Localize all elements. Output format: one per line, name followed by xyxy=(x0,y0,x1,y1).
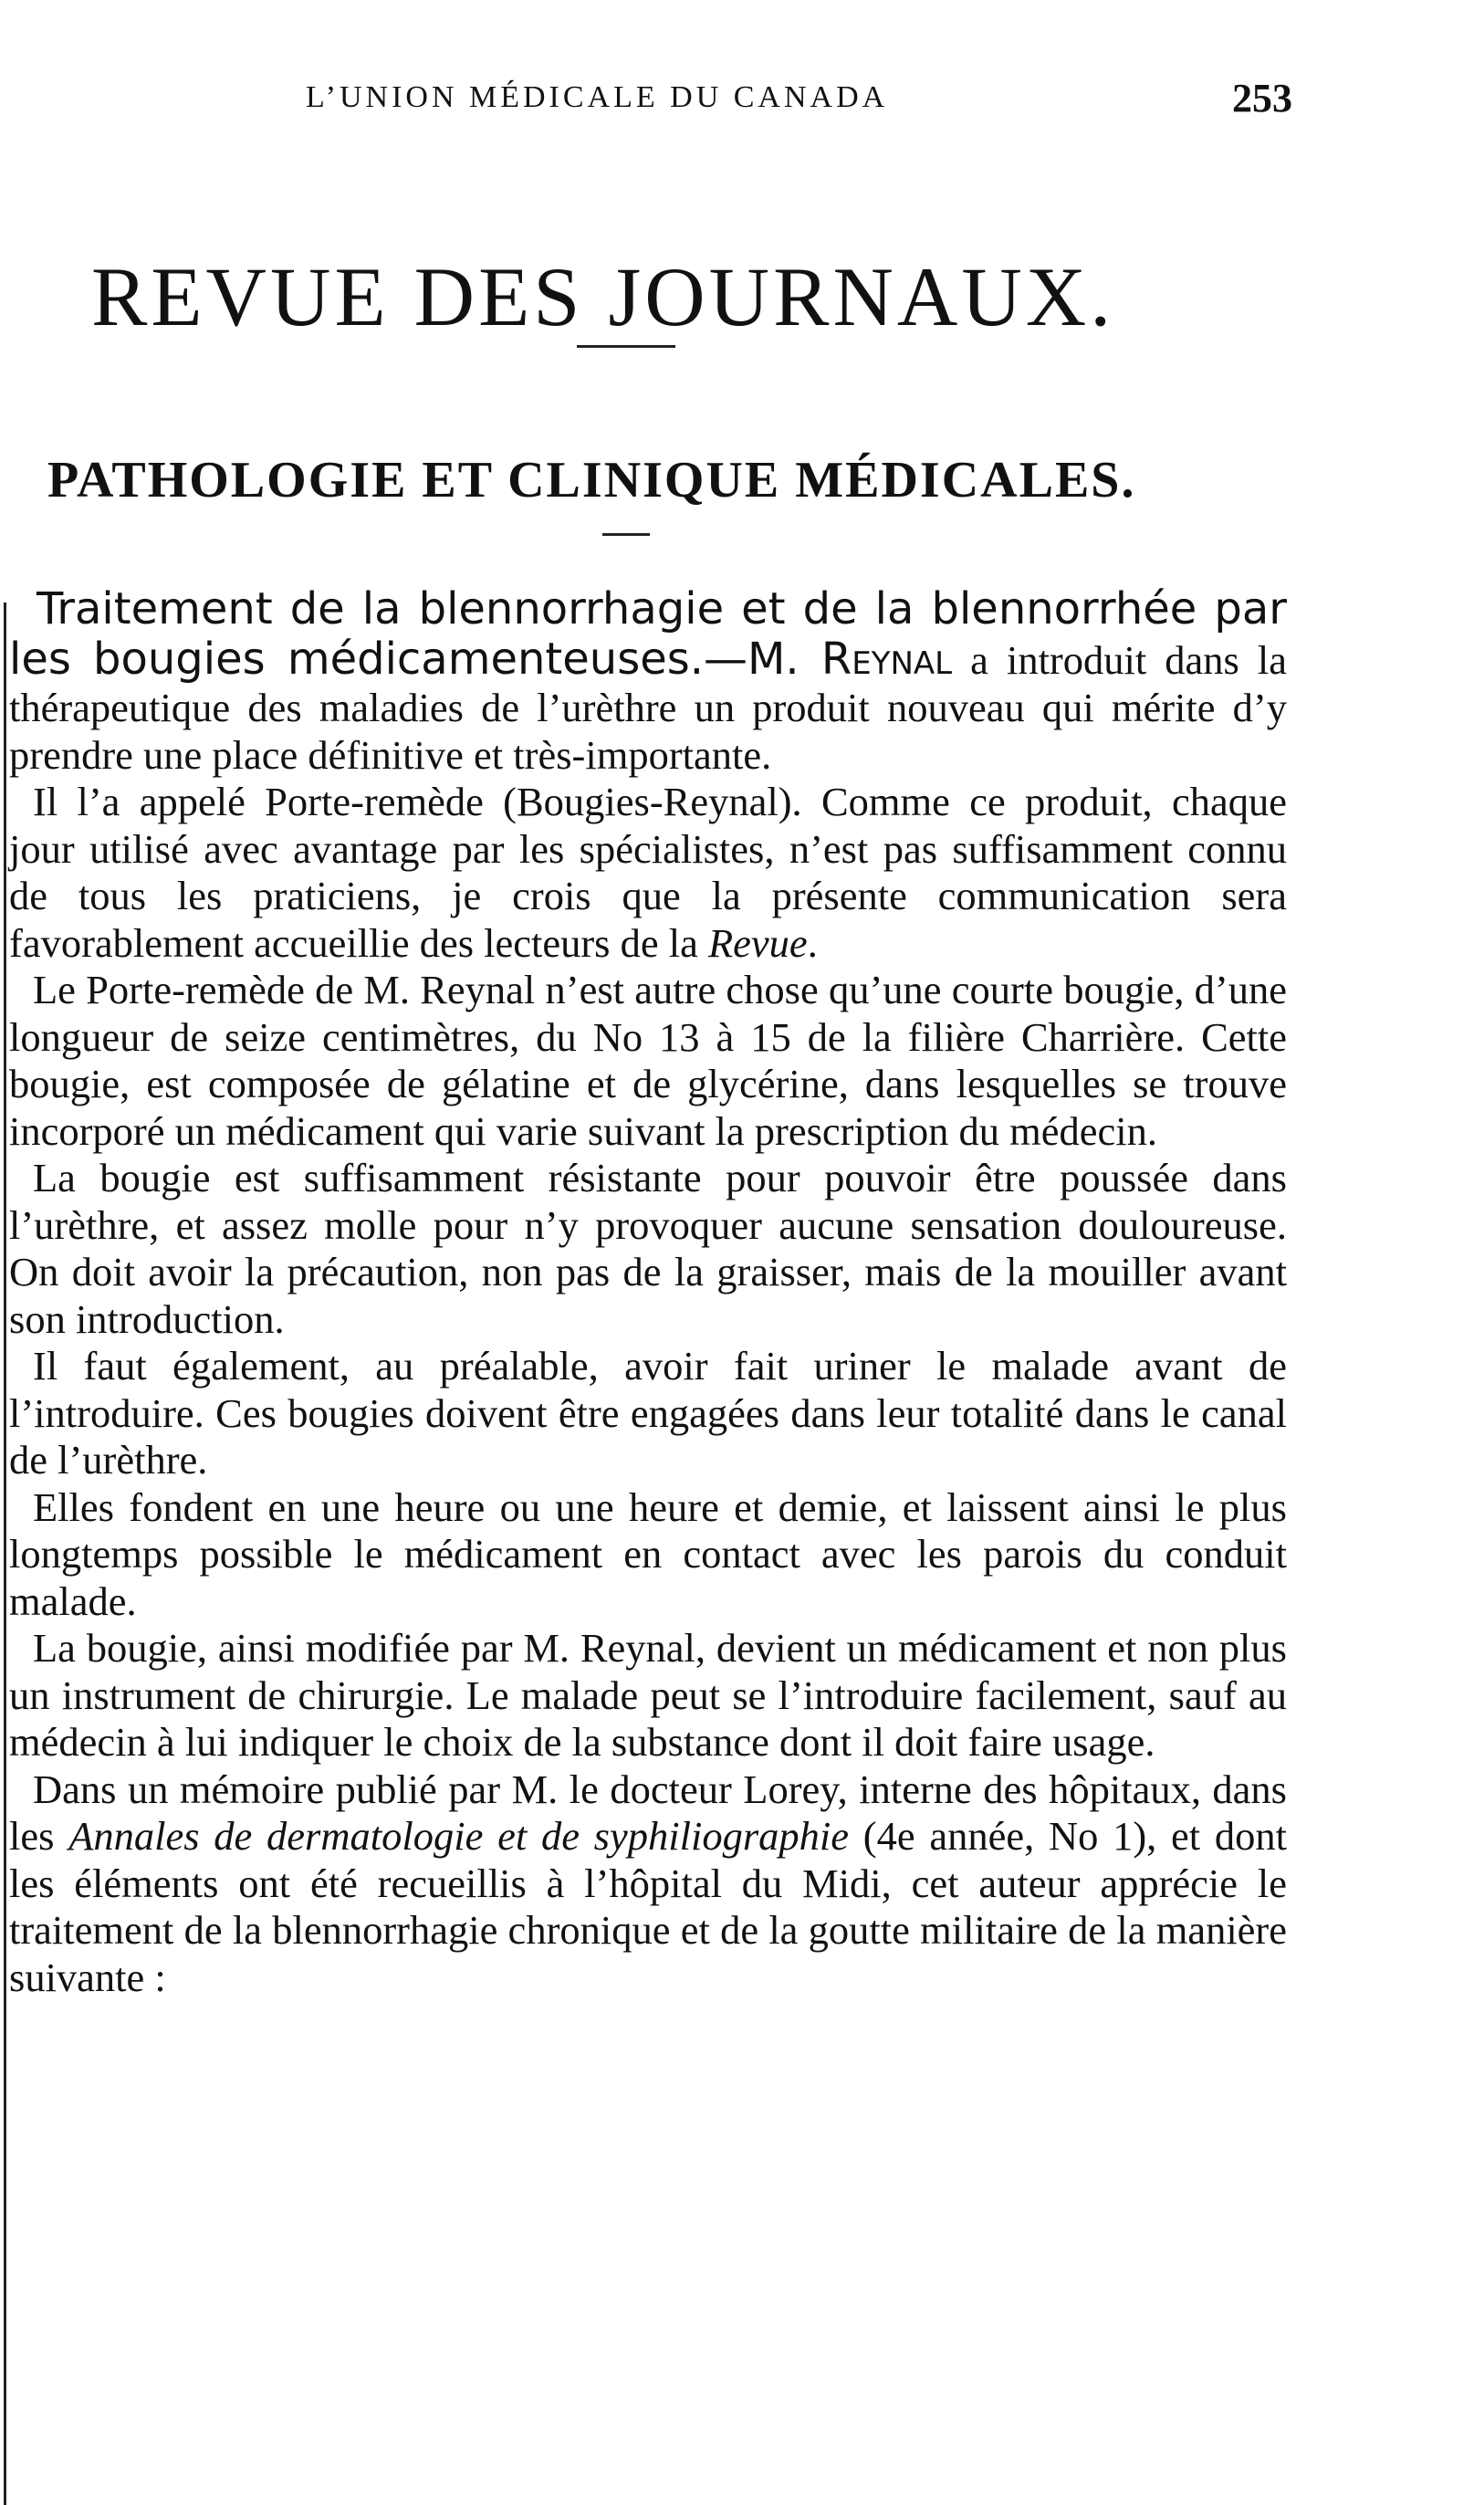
article-paragraph-8 xyxy=(9,1766,1287,2002)
running-header xyxy=(0,76,1484,135)
paragraph-2-text: Il l’a appelé Porte-remède (Bougies-Reynal). Comme ce produit, chaque jour utilisé avec avantage par les spécialistes, n’est pas suffisamment connu de tous les praticiens, je crois que la présente communication sera favorablement accueillie des lecteurs de la xyxy=(9,779,1287,966)
article-body xyxy=(9,584,1287,2001)
section-title: REVUE DES JOURNAUX. xyxy=(91,249,1115,343)
subsection-title: PATHOLOGIE ET CLINIQUE MÉDICALES. xyxy=(47,452,1136,509)
article-paragraph-2 xyxy=(9,779,1287,967)
paragraph-8-text: Dans un mémoire publié par M. le docteur Lorey, interne des hôpitaux, dans les xyxy=(9,1766,1287,1859)
paragraph-2-end: . xyxy=(807,919,818,966)
left-margin-rule xyxy=(4,603,6,2505)
paragraph-8-continuation: (4e année, No 1), et dont les éléments ont été recueillis à l’hôpital du Midi, cet auteur apprécie le traitement de la blennorrhagie chronique et de la goutte militaire de la manière suivante : xyxy=(9,1813,1288,2000)
author-name: M. Reynal xyxy=(747,634,953,685)
title-dash: — xyxy=(704,634,748,685)
article-paragraph-4: La bougie est suffisamment résistante pour pouvoir être poussée dans l’urèthre, et assez molle pour n’y provoquer aucune sensation douloureuse. On doit avoir la précaution, non pas de la graisser, mais de la mouiller avant son introduction. xyxy=(9,1155,1287,1342)
article-paragraph-5: Il faut également, au préalable, avoir fait uriner le malade avant de l’introduire. Ces bougies doivent être engagées dans leur totalité dans le canal de l’urèthre. xyxy=(9,1343,1287,1483)
page-number: 253 xyxy=(1232,76,1292,121)
journal-name: L’UNION MÉDICALE DU CANADA xyxy=(306,80,889,114)
article-paragraph-6: Elles fondent en une heure ou une heure et demie, et laissent ainsi le plus longtemps possible le médicament en contact avec les parois du conduit malade. xyxy=(9,1483,1287,1624)
article-paragraph-3: Le Porte-remède de M. Reynal n’est autre chose qu’une courte bougie, d’une longueur de seize centimètres, du No 13 à 15 de la filière Charrière. Cette bougie, est composée de gélatine et de glycérine, dans lesquelles se trouve incorporé un médicament qui varie suivant la prescription du médecin. xyxy=(9,967,1287,1154)
annales-reference: Annales de dermatologie et de syphiliographie xyxy=(68,1813,850,1859)
article-paragraph-1 xyxy=(9,584,1287,779)
intro-text: a introduit dans la thérapeutique des maladies de l’urèthre un produit nouveau qui mérite d’y prendre une place définitive et très-importante. xyxy=(9,637,1287,778)
journal-reference: Revue xyxy=(708,919,808,966)
article-title: Traitement de la blennorrhagie et de la blennorrhée par les bougies médicamenteuses. xyxy=(9,583,1287,685)
section-rule xyxy=(577,345,675,348)
article-paragraph-7: La bougie, ainsi modifiée par M. Reynal, devient un médicament et non plus un instrument de chirurgie. Le malade peut se l’introduire facilement, sauf au médecin à lui indiquer le choix de la substance dont il doit faire usage. xyxy=(9,1625,1287,1765)
subsection-rule xyxy=(602,533,650,536)
